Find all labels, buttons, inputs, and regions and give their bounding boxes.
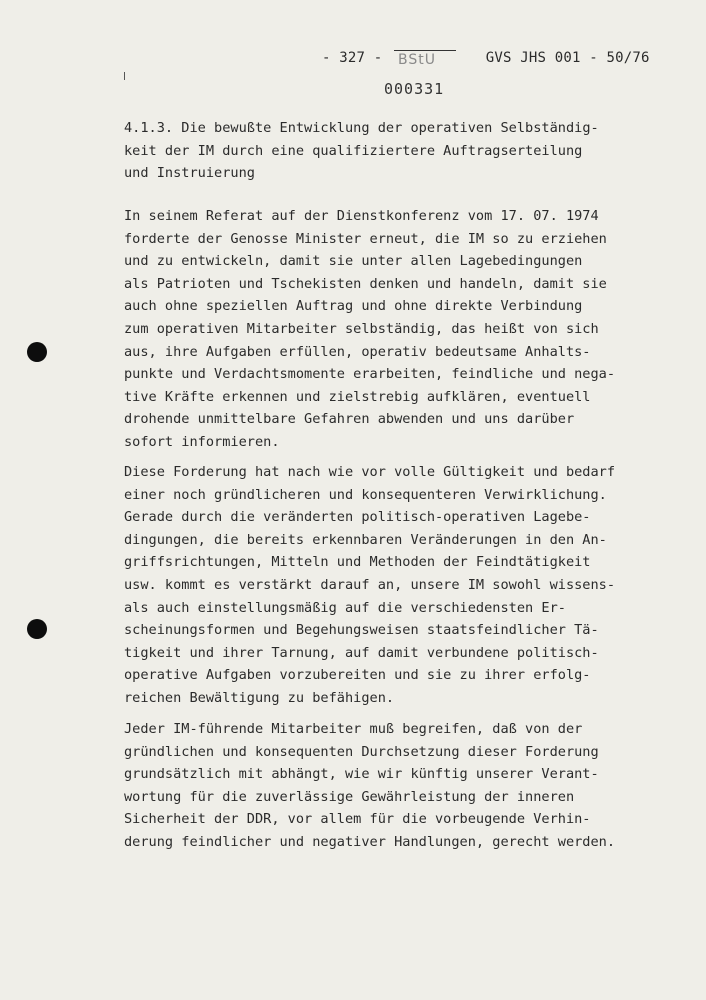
text-line: dingungen, die bereits erkennbaren Veränderungen in den An-: [124, 531, 607, 548]
text-line: grundsätzlich mit abhängt, wie wir künftig unserer Verant-: [124, 766, 599, 783]
stamp-rule: [394, 50, 456, 51]
section-title-line: und Instruierung: [124, 165, 255, 181]
text-line: griffsrichtungen, Mitteln und Methoden der Feindtätigkeit: [124, 554, 591, 571]
text-line: Diese Forderung hat nach wie vor volle Gültigkeit und bedarf: [124, 464, 616, 480]
section-heading: [124, 117, 664, 185]
text-line: drohende unmittelbare Gefahren abwenden und uns darüber: [124, 411, 575, 428]
text-line: punkte und Verdachtsmomente erarbeiten, feindliche und nega-: [124, 366, 616, 383]
text-line: gründlichen und konsequenten Durchsetzung dieser Forderung: [124, 743, 599, 760]
margin-mark: [124, 72, 125, 80]
text-line: operative Aufgaben vorzubereiten und sie zu ihrer erfolg-: [124, 667, 591, 684]
document-reference: GVS JHS 001 - 50/76: [485, 50, 650, 66]
text-line: zum operativen Mitarbeiter selbständig, das heißt von sich: [124, 320, 599, 337]
text-line: tive Kräfte erkennen und zielstrebig aufklären, eventuell: [124, 388, 591, 405]
text-line: und zu entwickeln, damit sie unter allen Lagebedingungen: [124, 253, 583, 270]
archive-stamp: BStU: [398, 52, 436, 68]
section-number: 4.1.3.: [124, 120, 174, 136]
archive-number: 000331: [384, 80, 445, 98]
punch-hole: [27, 619, 47, 639]
page-number: - 327 -: [322, 50, 383, 66]
text-line: Gerade durch die veränderten politisch-operativen Lagebe-: [124, 509, 591, 526]
paragraph-1: [124, 205, 669, 454]
text-line: Sicherheit der DDR, vor allem für die vorbeugende Verhin-: [124, 811, 591, 828]
text-line: als Patrioten und Tschekisten denken und handeln, damit sie: [124, 275, 607, 292]
paragraph-3: [124, 718, 669, 854]
text-line: aus, ihre Aufgaben erfüllen, operativ bedeutsame Anhalts-: [124, 343, 591, 360]
text-line: Jeder IM-führende Mitarbeiter muß begreifen, daß von der: [124, 721, 583, 737]
page-header: [322, 50, 650, 66]
section-title-line: Die bewußte Entwicklung der operativen Selbständig-: [181, 120, 599, 136]
text-line: forderte der Genosse Minister erneut, die IM so zu erziehen: [124, 230, 607, 247]
text-line: usw. kommt es verstärkt darauf an, unsere IM sowohl wissens-: [124, 576, 616, 593]
text-line: derung feindlicher und negativer Handlungen, gerecht werden.: [124, 833, 616, 850]
text-line: einer noch gründlicheren und konsequenteren Verwirklichung.: [124, 486, 607, 503]
text-line: auch ohne speziellen Auftrag und ohne direkte Verbindung: [124, 298, 583, 315]
text-line: In seinem Referat auf der Dienstkonferenz vom 17. 07. 1974: [124, 208, 599, 224]
text-line: wortung für die zuverlässige Gewährleistung der inneren: [124, 788, 575, 805]
section-title-line: keit der IM durch eine qualifiziertere Auftragserteilung: [124, 142, 583, 159]
text-line: scheinungsformen und Begehungsweisen staatsfeindlicher Tä-: [124, 622, 599, 639]
text-line: als auch einstellungsmäßig auf die verschiedensten Er-: [124, 599, 566, 616]
text-line: sofort informieren.: [124, 433, 280, 450]
text-line: tigkeit und ihrer Tarnung, auf damit verbundene politisch-: [124, 644, 599, 661]
paragraph-2: [124, 461, 669, 710]
text-line: reichen Bewältigung zu befähigen.: [124, 689, 395, 706]
punch-hole: [27, 342, 47, 362]
